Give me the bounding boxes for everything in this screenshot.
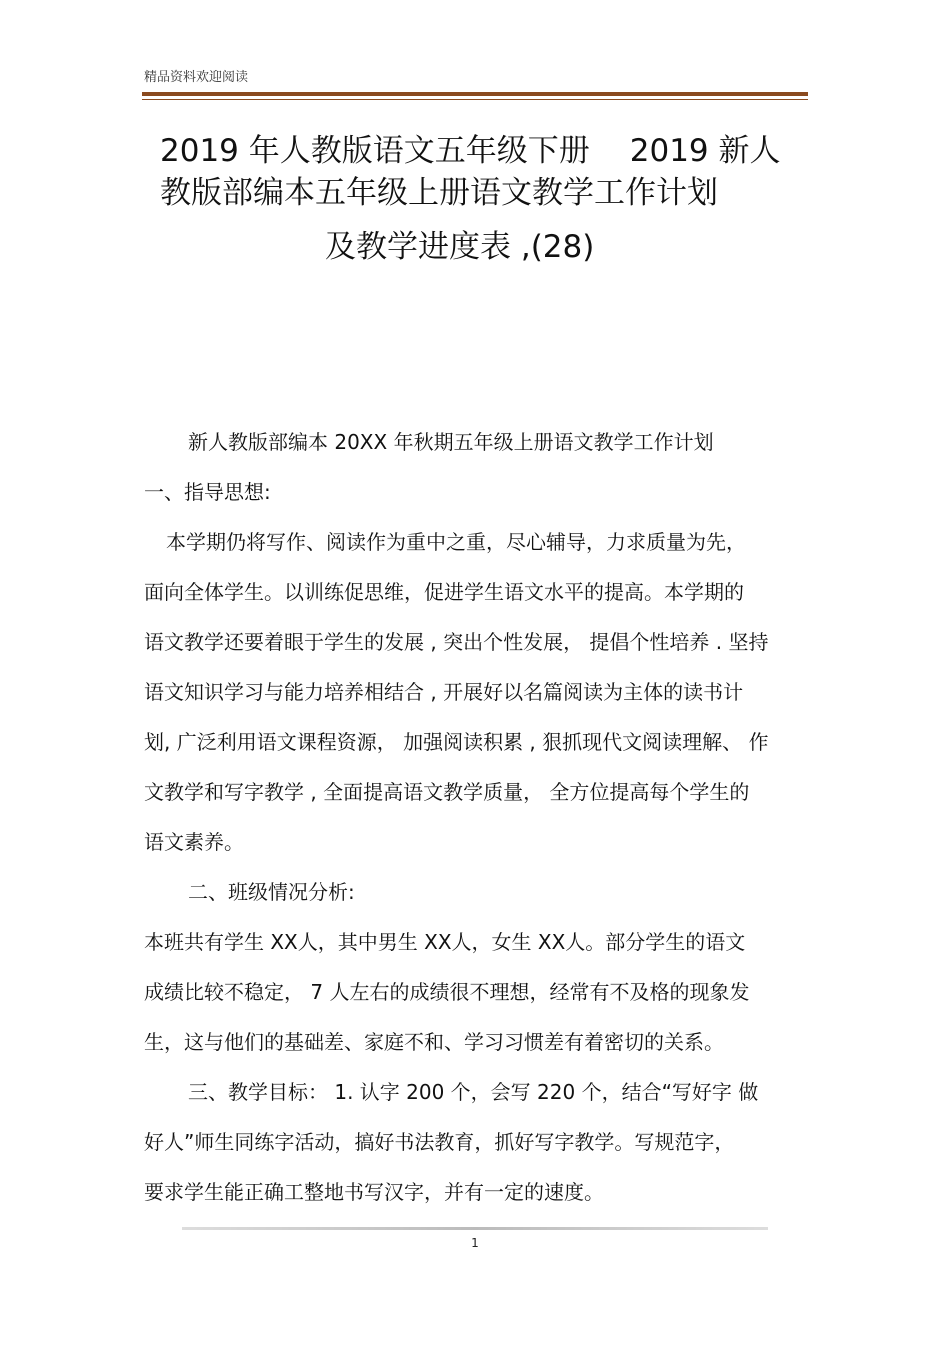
page-header: 精品资料欢迎阅读 [144, 70, 249, 85]
body-line: 成绩比较不稳定， 7 人左右的成绩很不理想，经常有不及格的现象发 [144, 980, 750, 1004]
body-line: 面向全体学生。以训练促思维，促进学生语文水平的提高。本学期的 [144, 580, 744, 604]
body-line-subtitle: 新人教版部编本 20XX 年秋期五年级上册语文教学工作计划 [188, 430, 714, 454]
body-line: 好人”师生同练字活动，搞好书法教育，抓好写字教学。写规范字， [144, 1130, 735, 1154]
body-line: 生，这与他们的基础差、家庭不和、学习习惯差有着密切的关系。 [144, 1030, 724, 1054]
title-line-1a: 2019 年人教版语文五年级下册 [160, 133, 590, 169]
title-line-2: 教版部编本五年级上册语文教学工作计划 [160, 175, 718, 211]
body-line-heading-1: 一、指导思想: [144, 480, 271, 504]
body-line: 语文教学还要着眼于学生的发展 , 突出个性发展， 提倡个性培养 . 坚持 [144, 630, 769, 654]
body-line: 本学期仍将写作、阅读作为重中之重，尽心辅导，力求质量为先， [166, 530, 746, 554]
header-rule-thick [142, 92, 808, 96]
body-line: 划, 广泛利用语文课程资源， 加强阅读积累 , 狠抓现代文阅读理解、 作 [144, 730, 769, 754]
title-line-1b: 2019 新人 [629, 133, 781, 169]
header-rule-thin [142, 99, 808, 100]
body-line-heading-3: 三、教学目标： 1. 认字 200 个，会写 220 个，结合“写好字 做 [188, 1080, 759, 1104]
body-line-heading-2: 二、班级情况分析: [188, 880, 355, 904]
body-line: 语文知识学习与能力培养相结合 , 开展好以名篇阅读为主体的读书计 [144, 680, 744, 704]
page-number: 1 [471, 1236, 479, 1250]
body-line: 要求学生能正确工整地书写汉字，并有一定的速度。 [144, 1180, 604, 1204]
body-line: 语文素养。 [144, 830, 244, 854]
body-line: 本班共有学生 XX人，其中男生 XX人，女生 XX人。部分学生的语文 [144, 930, 746, 954]
title-line-1 [0, 128, 950, 174]
footer-rule [182, 1227, 768, 1230]
title-line-3: 及教学进度表 ,(28) [325, 229, 595, 265]
body-line: 文教学和写字教学 , 全面提高语文教学质量， 全方位提高每个学生的 [144, 780, 750, 804]
